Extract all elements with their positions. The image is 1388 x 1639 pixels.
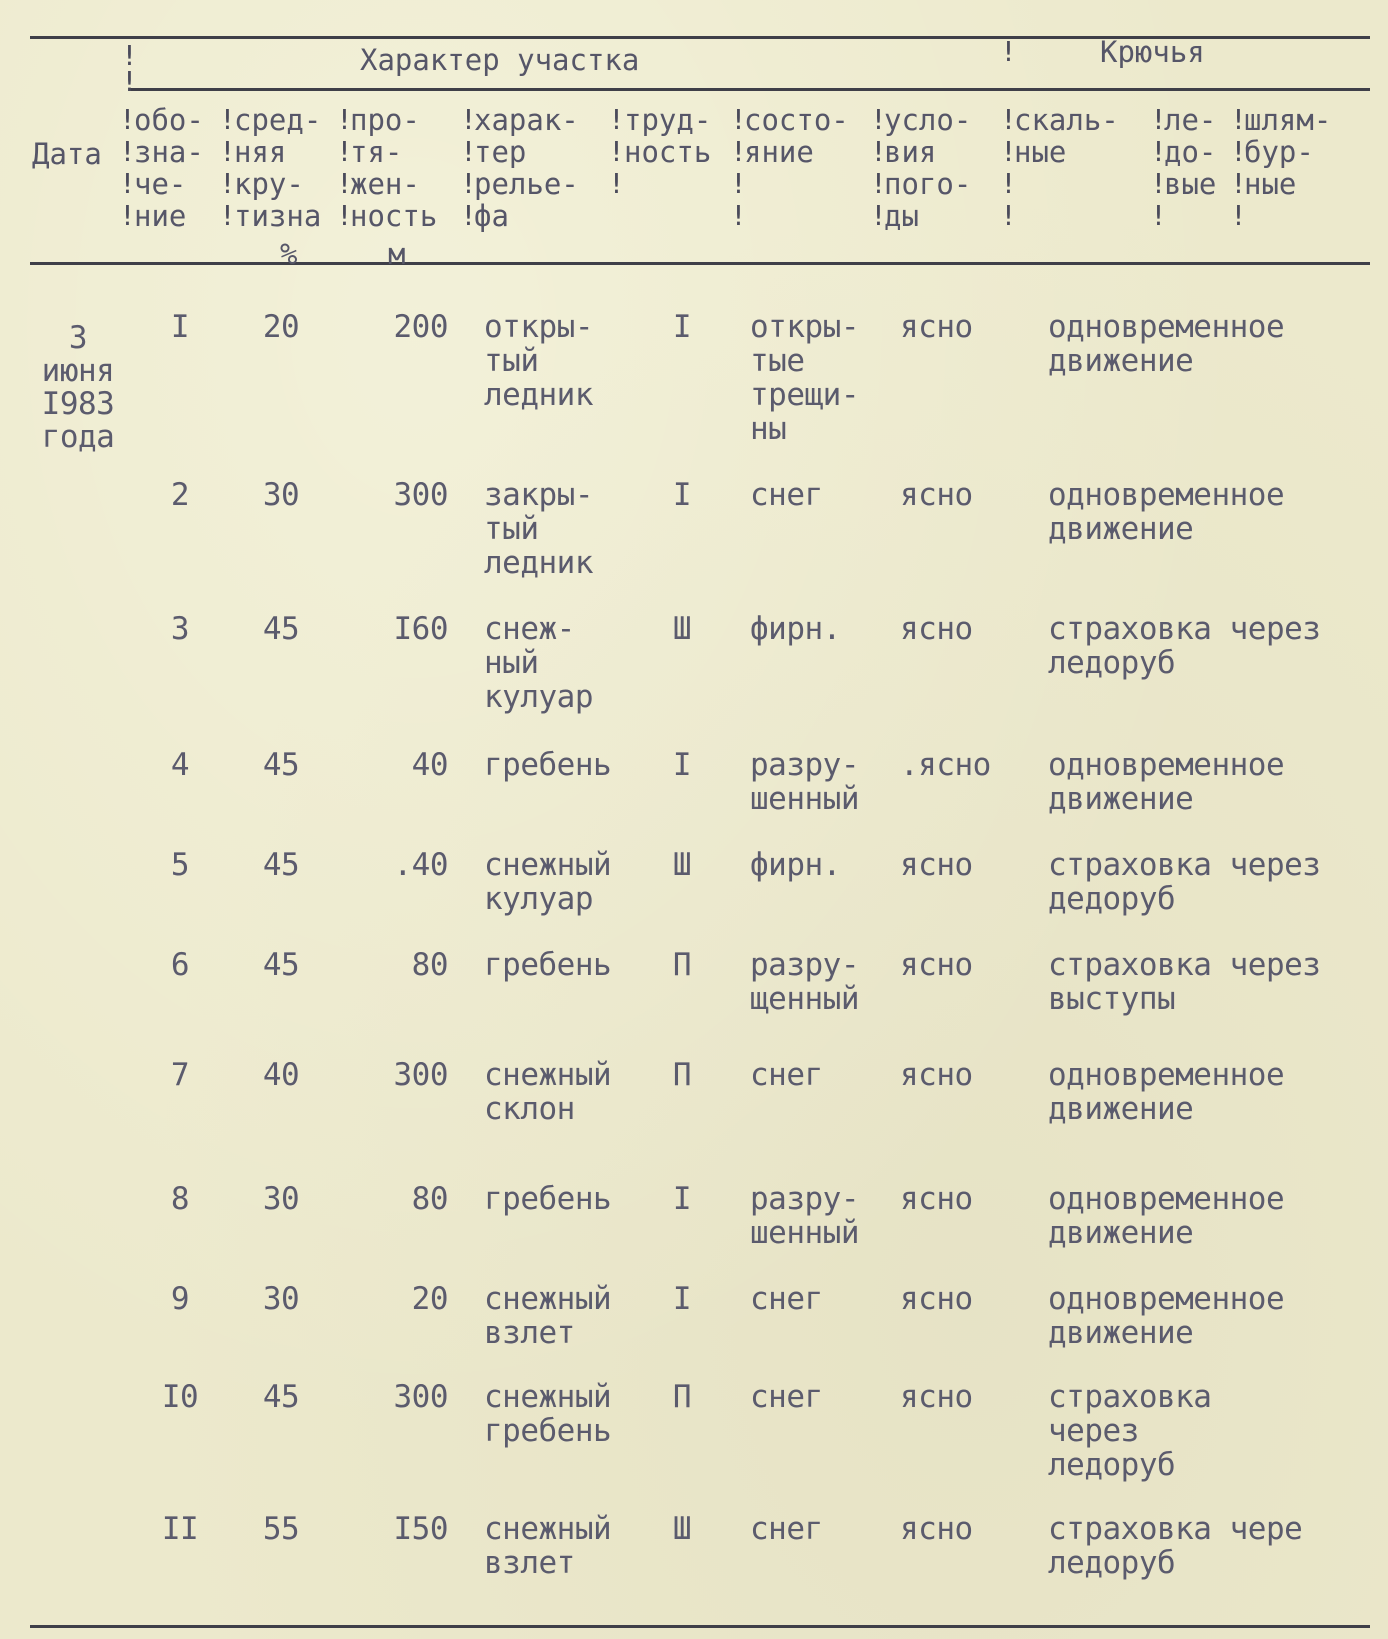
date-cell: 3 июня I983 года [41, 320, 115, 455]
cell-slope: 40 [262, 1057, 300, 1093]
cell-length: 20 [411, 1281, 448, 1317]
cell-length: 40 [411, 747, 448, 783]
col-difficulty-header: труд- ность [624, 103, 712, 169]
cell-relief: гребень [484, 747, 612, 783]
cell-note: одновременное движение [1048, 747, 1285, 817]
cell-relief: снежный взлет [484, 1281, 612, 1351]
cell-difficulty: П [672, 1057, 692, 1093]
cell-id: 4 [170, 747, 190, 783]
cell-length: 300 [393, 1057, 448, 1093]
cell-weather: ясно [900, 1281, 973, 1317]
cell-state: откры- тые трещи- ны [750, 309, 859, 447]
cell-difficulty: I [672, 477, 692, 513]
col-length-header: про- тя- жен- ность [350, 103, 438, 233]
cell-note: одновременное движение [1048, 1281, 1285, 1351]
cell-state: снег [750, 1511, 823, 1547]
cell-weather: ясно [900, 1057, 973, 1093]
cell-difficulty: Ш [672, 1511, 692, 1547]
cell-state: снег [750, 1379, 823, 1415]
cell-state: разру- щенный [750, 947, 859, 1017]
cell-weather: .ясно [900, 747, 991, 783]
cell-id: 5 [170, 847, 190, 883]
cell-slope: 30 [262, 477, 300, 513]
cell-note: страховка через дедоруб [1048, 847, 1321, 917]
cell-state: снег [750, 1281, 823, 1317]
hooks-title: Крючья [1100, 35, 1205, 69]
col-bolt-header: шлям- бур- ные [1244, 103, 1332, 201]
cell-weather: ясно [900, 477, 973, 513]
group-title: Характер участка [360, 43, 640, 77]
cell-length: 300 [393, 477, 448, 513]
cell-relief: закры- тый ледник [484, 477, 593, 581]
cell-difficulty: Ш [672, 847, 692, 883]
cell-id: 6 [170, 947, 190, 983]
cell-length: I50 [393, 1511, 448, 1547]
cell-weather: ясно [900, 947, 973, 983]
col-slope-header: сред- няя кру- тизна [234, 103, 322, 233]
cell-state: снег [750, 477, 823, 513]
cell-length: .40 [393, 847, 448, 883]
cell-state: снег [750, 1057, 823, 1093]
cell-weather: ясно [900, 1379, 973, 1415]
document-page: Характер участка Крючья ! ! ! Дата обо- зна- че- ние сред- няя кру- тизна % про- тя- жен- ность м харак- тер релье- фа труд- ность состо- яние усло- вия пого- ды скаль- ные ле- до- вые шлям- бур- ные ! ! ! ! ! ! ! ! ! ! ! ! ! ! ! ! ! ! ! ! ! ! ! ! ! ! ! ! ! ! ! ! ! ! ! ! ! ! ! 3 июня I983 года I 20 200 откры- тый ледник I откры- тые трещи- ны ясно одновременное движение 2 30 300 закры- тый ледник I снег ясно одновременное движение 3 45 I60 снеж- ный кулуар Ш фирн. ясно страховка через ледоруб 4 45 40 гребень I разру- шенный .ясно одновременное движение 5 45 .40 снежный кулуар Ш фирн. ясно страховка через дедоруб 6 45 80 гребень П разру- щенный ясно страховка через выступы 7 40 300 снежный склон П снег ясно одновременное движение 8 30 80 гребень I разру- шенный ясно одновременное движение 9 30 20 снежный взлет I снег ясно одновременное движение I0 45 300 снежный гребень П снег ясно страховка через ледоруб II 55 I50 снежный взлет Ш снег ясно страховка чере ледоруб [0, 0, 1388, 1639]
header-bottom-rule [30, 262, 1370, 265]
col-rock-header: скаль- ные [1014, 103, 1119, 169]
col-designation-header: обо- зна- че- ние [134, 103, 204, 233]
col-ice-header: ле- до- вые [1164, 103, 1217, 201]
cell-id: II [161, 1511, 199, 1547]
separator-mark: ! [1000, 35, 1017, 68]
cell-weather: ясно [900, 1511, 973, 1547]
cell-relief: откры- тый ледник [484, 309, 593, 413]
separator-mark: ! [121, 65, 138, 98]
cell-weather: ясно [900, 611, 973, 647]
cell-slope: 45 [262, 847, 300, 883]
separator-mark: ! [121, 39, 138, 72]
cell-note: страховка через выступы [1048, 947, 1321, 1017]
cell-note: одновременное движение [1048, 1181, 1285, 1251]
cell-relief: снеж- ный кулуар [484, 611, 593, 715]
cell-difficulty: I [672, 1281, 692, 1317]
cell-length: 80 [411, 947, 448, 983]
cell-note: одновременное движение [1048, 477, 1285, 547]
cell-relief: снежный склон [484, 1057, 612, 1127]
cell-slope: 20 [262, 309, 300, 345]
cell-difficulty: I [672, 309, 692, 345]
cell-relief: снежный взлет [484, 1511, 612, 1581]
cell-id: 8 [170, 1181, 190, 1217]
cell-length: 300 [393, 1379, 448, 1415]
cell-difficulty: Ш [672, 611, 692, 647]
cell-difficulty: П [672, 947, 692, 983]
cell-weather: ясно [900, 1181, 973, 1217]
cell-note: страховка через ледоруб [1048, 611, 1321, 681]
cell-relief: снежный гребень [484, 1379, 612, 1449]
cell-id: I0 [161, 1379, 199, 1415]
col-relief-header: харак- тер релье- фа [474, 103, 579, 233]
subheader-rule [130, 88, 1370, 91]
cell-id: 9 [170, 1281, 190, 1317]
col-state-header: состо- яние [744, 103, 849, 169]
cell-weather: ясно [900, 847, 973, 883]
cell-slope: 30 [262, 1181, 300, 1217]
cell-relief: снежный кулуар [484, 847, 612, 917]
col-length-unit: м [388, 237, 406, 271]
cell-slope: 55 [262, 1511, 300, 1547]
cell-state: разру- шенный [750, 1181, 859, 1251]
cell-length: 200 [393, 309, 448, 345]
col-slope-unit: % [280, 237, 298, 271]
cell-state: фирн. [750, 847, 841, 883]
cell-difficulty: П [672, 1379, 692, 1415]
cell-slope: 45 [262, 1379, 300, 1415]
cell-note: страховка чере ледоруб [1048, 1511, 1303, 1581]
cell-relief: гребень [484, 1181, 612, 1217]
cell-state: фирн. [750, 611, 841, 647]
cell-id: 3 [170, 611, 190, 647]
cell-slope: 45 [262, 747, 300, 783]
cell-relief: гребень [484, 947, 612, 983]
cell-id: 7 [170, 1057, 190, 1093]
cell-note: одновременное движение [1048, 309, 1285, 379]
col-weather-header: усло- вия пого- ды [884, 103, 972, 233]
cell-id: 2 [170, 477, 190, 513]
cell-difficulty: I [672, 747, 692, 783]
cell-slope: 45 [262, 947, 300, 983]
cell-state: разру- шенный [750, 747, 859, 817]
cell-length: I60 [393, 611, 448, 647]
cell-slope: 30 [262, 1281, 300, 1317]
bottom-rule [30, 1625, 1370, 1628]
cell-slope: 45 [262, 611, 300, 647]
cell-id: I [170, 309, 190, 345]
cell-note: страховка через ледоруб [1048, 1379, 1212, 1483]
col-date-header: Дата [32, 137, 102, 171]
cell-weather: ясно [900, 309, 973, 345]
cell-note: одновременное движение [1048, 1057, 1285, 1127]
cell-length: 80 [411, 1181, 448, 1217]
cell-difficulty: I [672, 1181, 692, 1217]
